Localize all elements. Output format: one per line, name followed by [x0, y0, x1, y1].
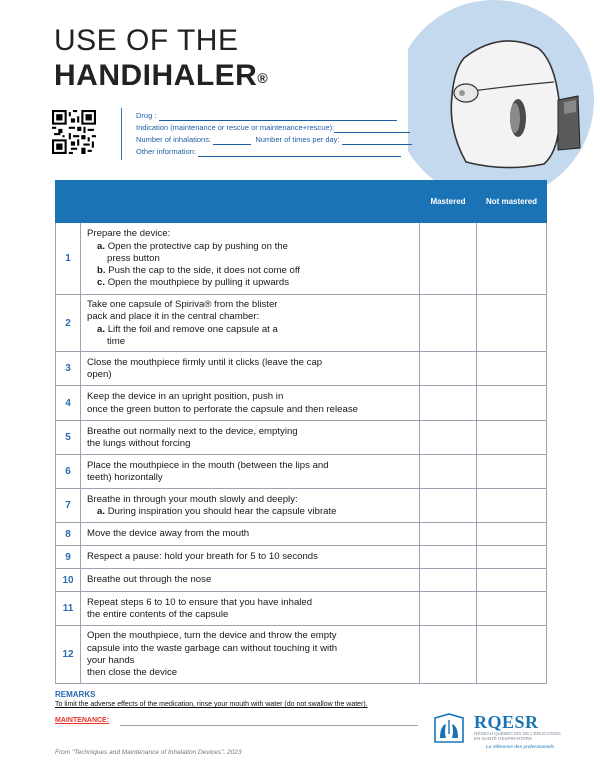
- step-instruction: [81, 455, 420, 489]
- indication-line[interactable]: [334, 124, 410, 133]
- inhalations-field[interactable]: [136, 135, 412, 145]
- step-text: Take one capsule of Spiriva® from the blister: [87, 298, 278, 310]
- step-instruction: [81, 386, 420, 421]
- sub-step: a. Lift the foil and remove one capsule at a: [97, 323, 278, 335]
- step-row: [56, 626, 547, 684]
- not-mastered-checkbox[interactable]: [477, 569, 547, 592]
- step-text: pack and place it in the central chamber:: [87, 311, 260, 323]
- step-instruction: [81, 626, 420, 684]
- step-text: the entire contents of the capsule: [87, 609, 229, 620]
- logo-tagline: La référence des professionnels: [486, 745, 555, 750]
- not-mastered-checkbox[interactable]: [477, 489, 547, 523]
- not-mastered-checkbox[interactable]: [477, 421, 547, 455]
- source-footer: From "Techniques and Maintenance of Inhalation Devices", 2023: [55, 749, 242, 756]
- step-row: [56, 546, 547, 569]
- step-number: 4: [56, 386, 81, 421]
- step-number: 7: [56, 489, 81, 523]
- not-mastered-checkbox[interactable]: [477, 352, 547, 386]
- mastered-checkbox[interactable]: [420, 455, 477, 489]
- step-number: 6: [56, 455, 81, 489]
- step-number: 12: [56, 626, 81, 684]
- step-row: [56, 592, 547, 626]
- inhalations-label: Number of inhalations:: [136, 135, 212, 144]
- logo-subtitle: [474, 731, 574, 742]
- mastered-checkbox[interactable]: [420, 295, 477, 352]
- step-instruction: [81, 352, 420, 386]
- step-instruction: Respect a pause: hold your breath for 5 to 10 seconds: [81, 546, 420, 569]
- step-row: [56, 455, 547, 489]
- not-mastered-checkbox[interactable]: [477, 523, 547, 546]
- other-info-field[interactable]: [136, 147, 401, 157]
- maintenance-label: MAINTENANCE:: [55, 717, 110, 724]
- title-line-1: USE OF THE: [54, 24, 239, 57]
- drug-line[interactable]: [159, 112, 397, 121]
- step-number: 1: [56, 223, 81, 295]
- step-instruction: [81, 489, 420, 523]
- drug-label: Drug :: [136, 111, 157, 120]
- step-text: Open the mouthpiece, turn the device and throw the empty: [87, 630, 337, 642]
- step-row: [56, 352, 547, 386]
- mastered-checkbox[interactable]: [420, 352, 477, 386]
- step-text: Breathe out normally next to the device, emptying: [87, 425, 298, 437]
- title-device-name: HANDIHALER: [54, 59, 258, 92]
- sub-step-cont: press button: [107, 252, 160, 264]
- not-mastered-checkbox[interactable]: [477, 455, 547, 489]
- mastered-checkbox[interactable]: [420, 489, 477, 523]
- sub-step-cont: time: [107, 335, 126, 347]
- technique-checklist: [55, 180, 547, 684]
- step-row: [56, 569, 547, 592]
- mastered-checkbox[interactable]: [420, 569, 477, 592]
- checklist-header: [56, 181, 547, 223]
- step-text: Keep the device in an upright position, push in: [87, 391, 284, 403]
- remarks-text: To limit the adverse effects of the medication, rinse your mouth with water (do not swallow the water).: [55, 701, 368, 708]
- title-line-2: [54, 60, 268, 92]
- logo-subtitle-line: RÉSEAU QUÉBÉCOIS DE L'ÉDUCATION: [474, 731, 561, 736]
- mastered-checkbox[interactable]: [420, 421, 477, 455]
- rqesr-logo-icon: [432, 712, 466, 746]
- step-row: [56, 523, 547, 546]
- other-label: Other information:: [136, 147, 197, 156]
- sub-step: b. Push the cap to the side, it does not come off: [97, 265, 301, 277]
- step-text: once the green button to perforate the capsule and then release: [87, 403, 358, 415]
- step-number: 8: [56, 523, 81, 546]
- drug-field[interactable]: [136, 111, 397, 121]
- mastered-checkbox[interactable]: [420, 386, 477, 421]
- step-row: [56, 489, 547, 523]
- registered-mark: ®: [257, 70, 269, 86]
- not-mastered-checkbox[interactable]: [477, 386, 547, 421]
- step-number: 5: [56, 421, 81, 455]
- logo-subtitle-line: EN SANTÉ RESPIRATOIRE: [474, 736, 533, 742]
- step-instruction: Move the device away from the mouth: [81, 523, 420, 546]
- step-row: [56, 386, 547, 421]
- mastered-checkbox[interactable]: [420, 546, 477, 569]
- not-mastered-checkbox[interactable]: [477, 546, 547, 569]
- step-number: 11: [56, 592, 81, 626]
- not-mastered-checkbox[interactable]: [477, 592, 547, 626]
- step-text: open): [87, 369, 112, 380]
- step-instruction: [81, 592, 420, 626]
- step-text: Prepare the device:: [87, 228, 171, 240]
- step-text: Repeat steps 6 to 10 to ensure that you have inhaled: [87, 596, 313, 608]
- step-number: 10: [56, 569, 81, 592]
- logo-name: RQESR: [474, 712, 539, 732]
- sub-step: a. Open the protective cap by pushing on the: [97, 240, 288, 252]
- header-steps: [56, 181, 420, 223]
- times-label: Number of times per day:: [255, 135, 340, 144]
- indication-field[interactable]: [136, 123, 410, 133]
- step-instruction: [81, 295, 420, 352]
- not-mastered-checkbox[interactable]: [477, 626, 547, 684]
- sub-step: a. During inspiration you should hear the capsule vibrate: [97, 506, 337, 517]
- step-number: 3: [56, 352, 81, 386]
- header-not-mastered: Not mastered: [477, 181, 547, 223]
- maintenance-line[interactable]: [120, 725, 418, 726]
- step-row: [56, 421, 547, 455]
- header-mastered: Mastered: [420, 181, 477, 223]
- form-divider: [121, 108, 122, 160]
- step-text: Breathe in through your mouth slowly and deeply:: [87, 493, 298, 505]
- inhalations-line[interactable]: [213, 136, 251, 145]
- mastered-checkbox[interactable]: [420, 223, 477, 295]
- step-instruction: Breathe out through the nose: [81, 569, 420, 592]
- step-text: Close the mouthpiece firmly until it clicks (leave the cap: [87, 356, 323, 368]
- times-line[interactable]: [342, 136, 412, 145]
- step-row: [56, 223, 547, 295]
- mastered-checkbox[interactable]: [420, 592, 477, 626]
- mastered-checkbox[interactable]: [420, 626, 477, 684]
- sub-step: c. Open the mouthpiece by pulling it upwards: [97, 277, 290, 289]
- step-text: capsule into the waste garbage can without touching it with: [87, 642, 338, 654]
- qr-code[interactable]: [52, 110, 96, 154]
- step-number: 9: [56, 546, 81, 569]
- step-instruction: [81, 223, 420, 295]
- other-line[interactable]: [198, 148, 401, 157]
- step-row: [56, 295, 547, 352]
- step-text: the lungs without forcing: [87, 438, 191, 449]
- not-mastered-checkbox[interactable]: [477, 295, 547, 352]
- step-text: your hands: [87, 655, 135, 666]
- step-text: then close the device: [87, 667, 178, 679]
- remarks-heading: REMARKS: [55, 690, 96, 699]
- not-mastered-checkbox[interactable]: [477, 223, 547, 295]
- step-number: 2: [56, 295, 81, 352]
- mastered-checkbox[interactable]: [420, 523, 477, 546]
- handihaler-illustration: [408, 0, 600, 200]
- step-text: Place the mouthpiece in the mouth (between the lips and: [87, 459, 329, 471]
- step-text: teeth) horizontally: [87, 472, 163, 483]
- indication-label: Indication (maintenance or rescue or maintenance+rescue):: [136, 123, 335, 132]
- step-instruction: [81, 421, 420, 455]
